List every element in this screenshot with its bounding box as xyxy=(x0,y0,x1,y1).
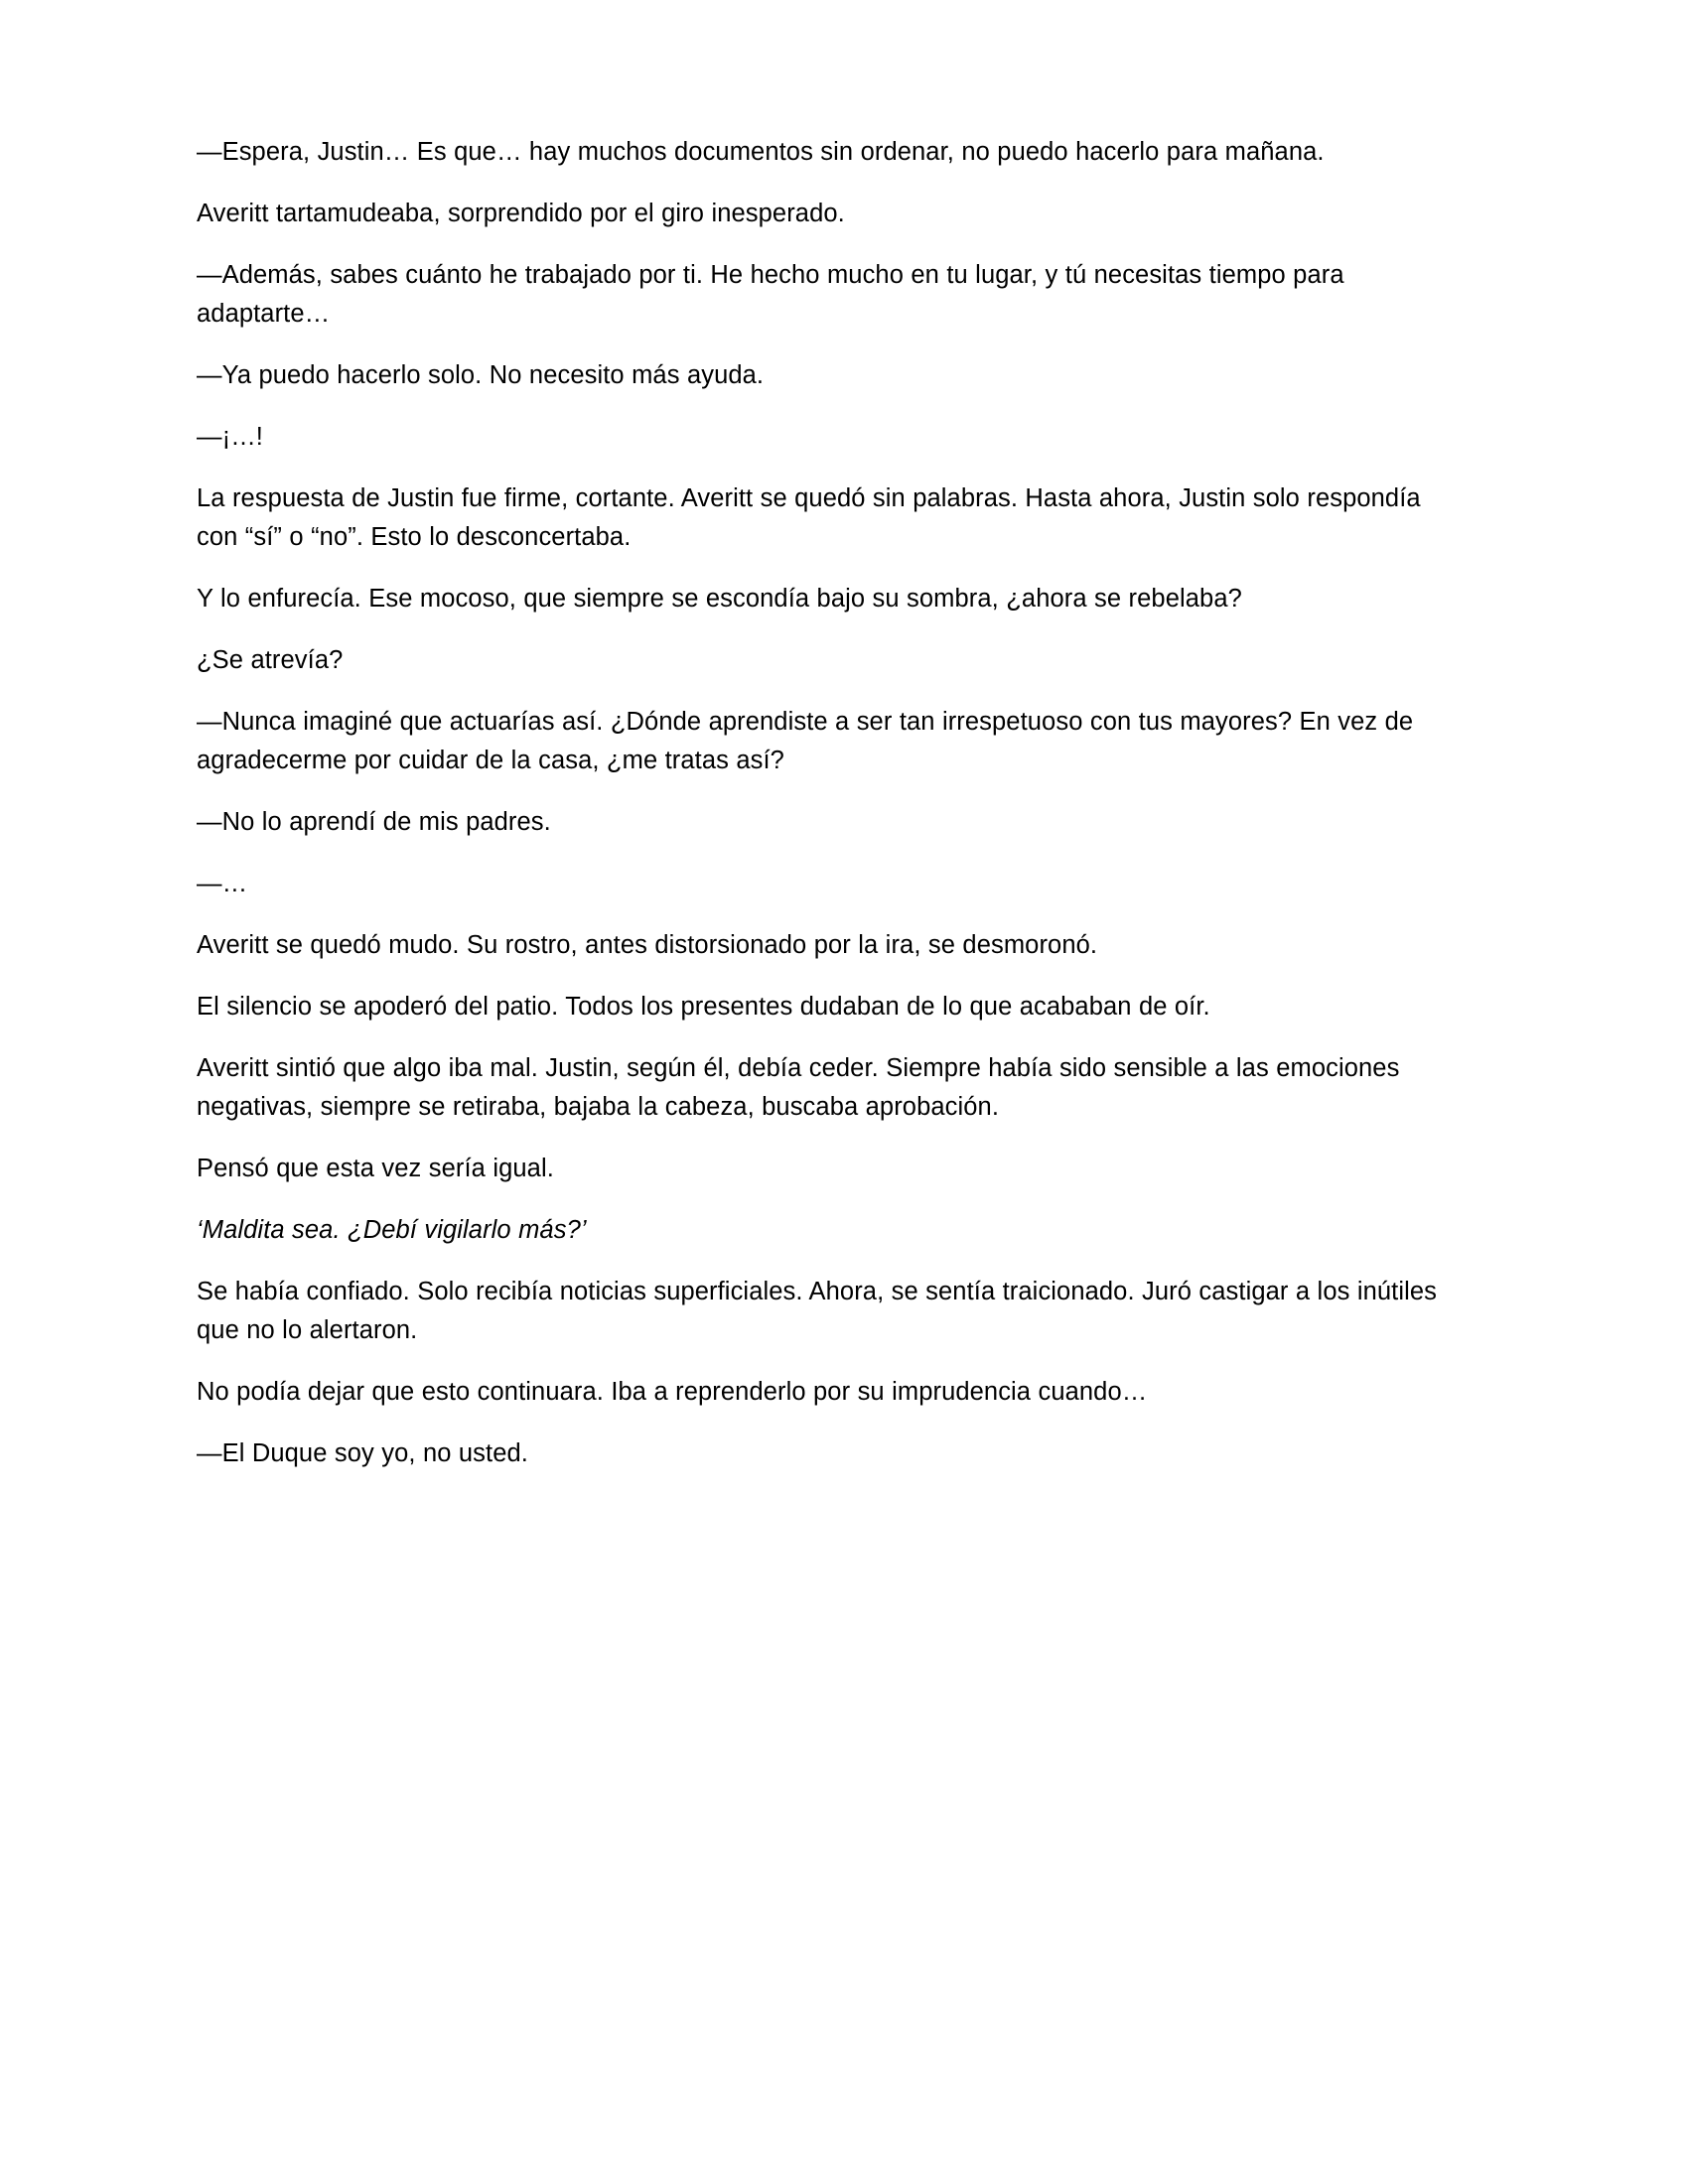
paragraph: Pensó que esta vez sería igual. xyxy=(197,1155,554,1182)
paragraph: —Espera, Justin… Es que… hay muchos documentos sin ordenar, no puedo hacerlo para mañana. xyxy=(197,138,1325,166)
paragraph: —Ya puedo hacerlo solo. No necesito más ayuda. xyxy=(197,361,765,389)
paragraph: —Nunca imaginé que actuarías así. ¿Dónde aprendiste a ser tan irrespetuoso con tus mayores? En vez de agradecerme por cuidar de la casa, ¿me tratas así? xyxy=(197,708,1414,774)
paragraph: —… xyxy=(197,870,248,897)
paragraph: Y lo enfurecía. Ese mocoso, que siempre se escondía bajo su sombra, ¿ahora se rebelaba? xyxy=(197,585,1242,613)
paragraph: Se había confiado. Solo recibía noticias superficiales. Ahora, se sentía traicionado. Juró castigar a los inútiles que no lo alertaron. xyxy=(197,1278,1438,1344)
paragraph: —Además, sabes cuánto he trabajado por ti. He hecho mucho en tu lugar, y tú necesitas tiempo para adaptarte… xyxy=(197,261,1344,328)
paragraph: —No lo aprendí de mis padres. xyxy=(197,808,551,836)
paragraph: El silencio se apoderó del patio. Todos los presentes dudaban de lo que acababan de oír. xyxy=(197,993,1210,1021)
paragraph: Averitt tartamudeaba, sorprendido por el giro inesperado. xyxy=(197,200,845,227)
paragraph-italic-inner-thought: ‘Maldita sea. ¿Debí vigilarlo más?’ xyxy=(197,1216,587,1244)
paragraph: Averitt se quedó mudo. Su rostro, antes distorsionado por la ira, se desmoronó. xyxy=(197,931,1098,959)
document-text-body xyxy=(197,133,1452,1496)
paragraph: ¿Se atrevía? xyxy=(197,646,344,674)
paragraph: —¡…! xyxy=(197,423,263,451)
paragraph: Averitt sintió que algo iba mal. Justin, según él, debía ceder. Siempre había sido sensible a las emociones negativas, siempre se retiraba, bajaba la cabeza, buscaba aprobación. xyxy=(197,1054,1400,1121)
paragraph: —El Duque soy yo, no usted. xyxy=(197,1439,528,1467)
paragraph: No podía dejar que esto continuara. Iba a reprenderlo por su imprudencia cuando… xyxy=(197,1378,1148,1406)
paragraph: La respuesta de Justin fue firme, cortante. Averitt se quedó sin palabras. Hasta ahora, Justin solo respondía con “sí” o “no”. Esto lo desconcertaba. xyxy=(197,484,1421,551)
